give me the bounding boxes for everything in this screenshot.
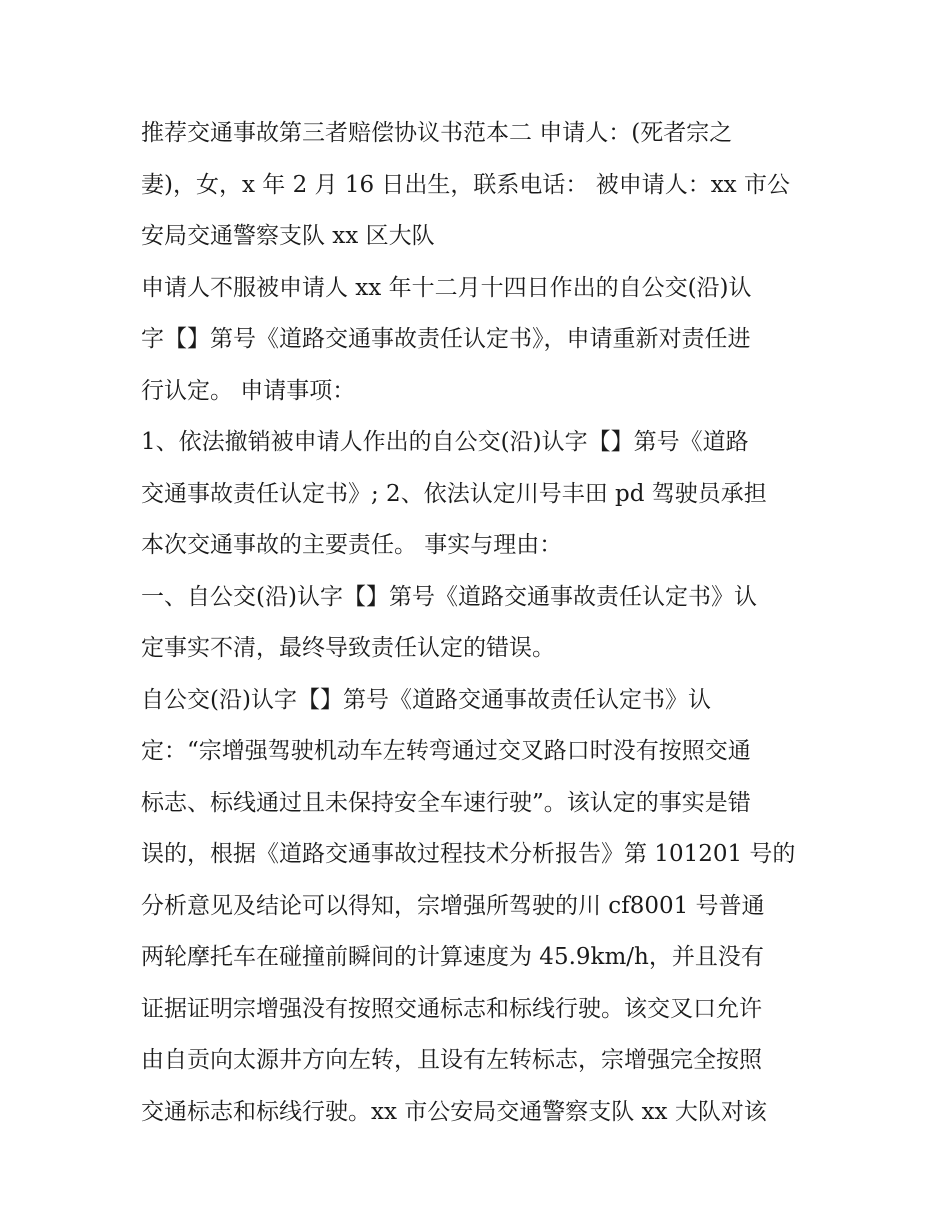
document-body: [141, 108, 821, 1138]
text-line-2: 妻)，女，x 年 2 月 16 日出生，联系电话： 被申请人：xx 市公: [141, 171, 790, 198]
text-line-9: 本次交通事故的主要责任。 事实与理由：: [141, 532, 563, 558]
text-line-20: 交通标志和标线行驶。xx 市公安局交通警察支队 xx 大队对该: [141, 1098, 767, 1125]
text-line-14: 标志、标线通过且未保持安全车速行驶”。该认定的事实是错: [141, 789, 751, 816]
text-line-13: 定：“宗增强驾驶机动车左转弯通过交叉路口时没有按照交通: [141, 738, 751, 764]
text-line-18: 证据证明宗增强没有按照交通标志和标线行驶。该交叉口允许: [141, 995, 762, 1022]
text-line-1: 推荐交通事故第三者赔偿协议书范本二 申请人：(死者宗之: [141, 120, 733, 146]
text-line-4: 申请人不服被申请人 xx 年十二月十四日作出的自公交(沿)认: [141, 274, 752, 301]
text-line-11: 定事实不清，最终导致责任认定的错误。: [141, 635, 555, 661]
text-line-15: 误的，根据《道路交通事故过程技术分析报告》第 101201 号的: [141, 841, 796, 867]
text-line-17: 两轮摩托车在碰撞前瞬间的计算速度为 45.9km/h，并且没有: [141, 944, 764, 970]
text-line-12: 自公交(沿)认字【】第号《道路交通事故责任认定书》认: [141, 686, 711, 713]
text-line-10: 一、自公交(沿)认字【】第号《道路交通事故责任认定书》认: [141, 583, 757, 610]
text-line-8: 交通事故责任认定书》; 2、依法认定川号丰田 pd 驾驶员承担: [141, 480, 767, 507]
text-line-19: 由自贡向太源井方向左转，且设有左转标志，宗增强完全按照: [141, 1047, 762, 1073]
text-line-6: 行认定。 申请事项：: [141, 377, 356, 404]
text-line-3: 安局交通警察支队 xx 区大队: [141, 223, 435, 249]
text-line-7: 1、依法撤销被申请人作出的自公交(沿)认字【】第号《道路: [141, 429, 749, 455]
text-line-16: 分析意见及结论可以得知，宗增强所驾驶的川 cf8001 号普通: [141, 892, 765, 919]
text-line-5: 字【】第号《道路交通事故责任认定书》，申请重新对责任进: [141, 326, 751, 352]
